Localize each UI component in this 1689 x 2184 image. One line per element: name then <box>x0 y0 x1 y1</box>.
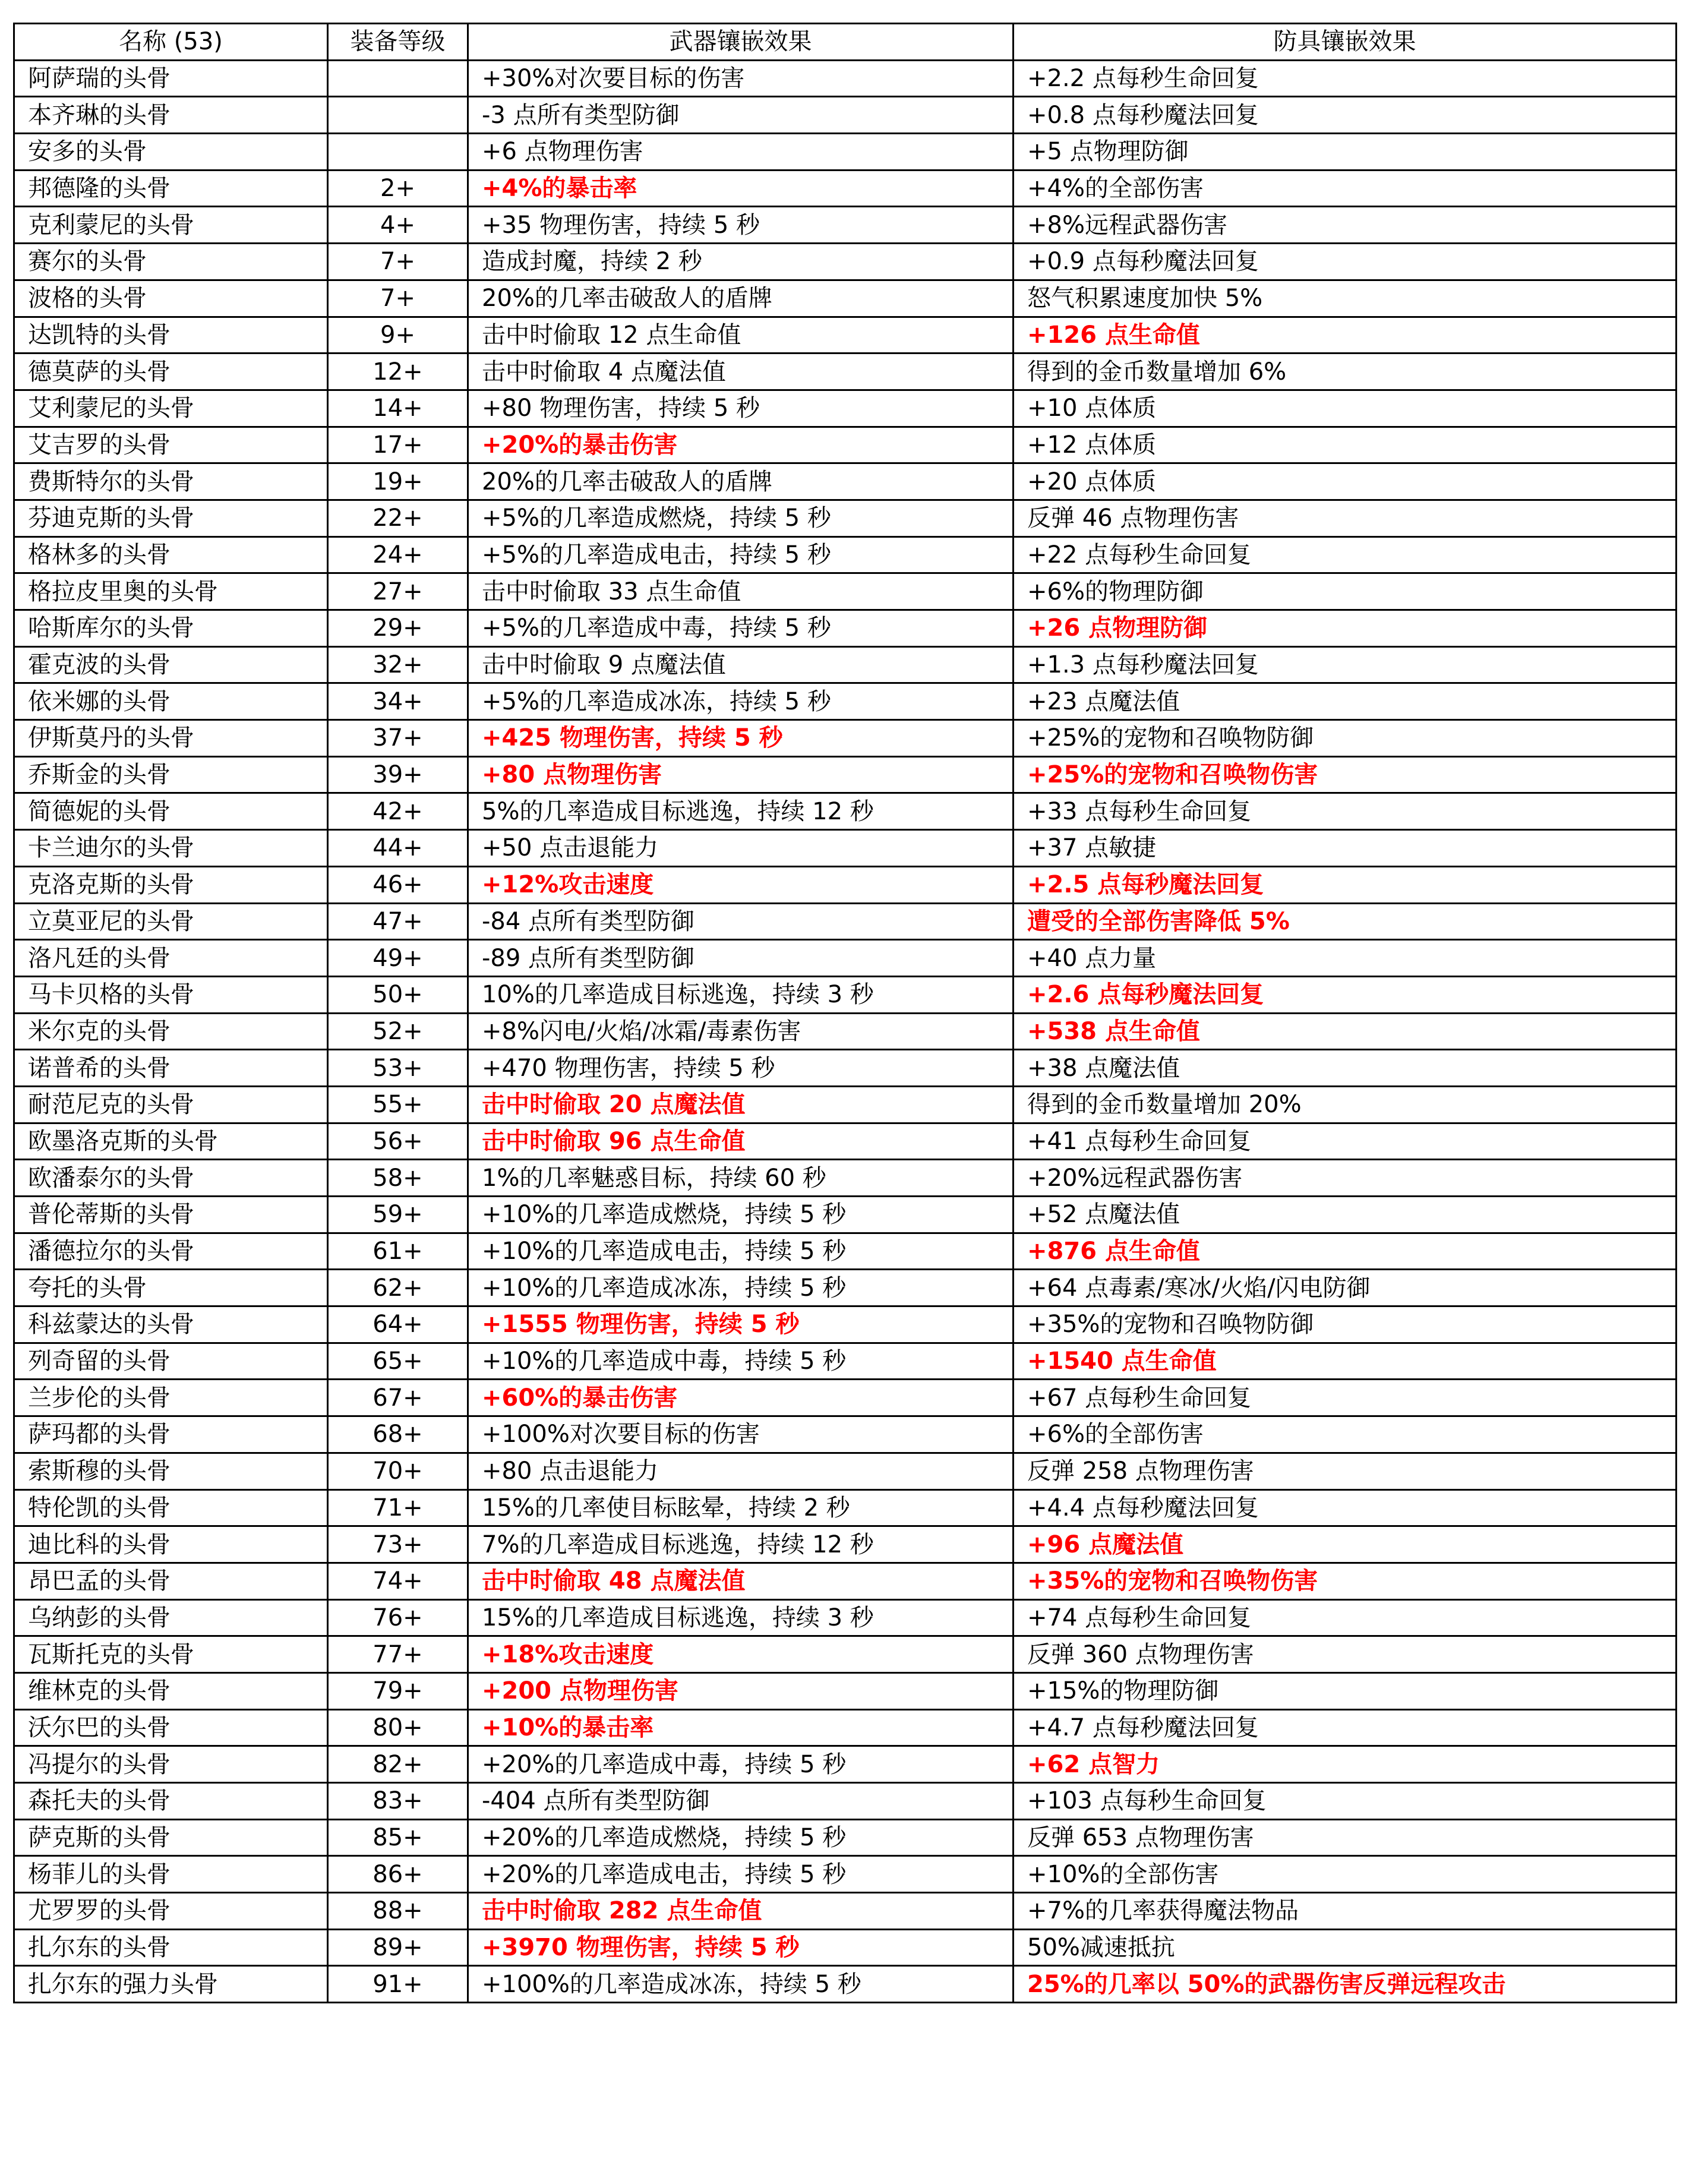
name-cell: 艾利蒙尼的头骨 <box>14 390 328 427</box>
weapon-effect-cell: 10%的几率造成目标逃逸，持续 3 秒 <box>468 976 1014 1013</box>
armor-effect-cell: +10%的全部伤害 <box>1014 1856 1677 1893</box>
table-row <box>14 1197 1677 1233</box>
weapon-effect-cell: +20%的几率造成电击，持续 5 秒 <box>468 1856 1014 1893</box>
weapon-effect-cell: 击中时偷取 9 点魔法值 <box>468 646 1014 683</box>
armor-effect-cell: +67 点每秒生命回复 <box>1014 1380 1677 1416</box>
weapon-effect-cell: 7%的几率造成目标逃逸，持续 12 秒 <box>468 1526 1014 1563</box>
weapon-effect-cell: 1%的几率魅惑目标，持续 60 秒 <box>468 1160 1014 1197</box>
table-row <box>14 1453 1677 1489</box>
weapon-effect-cell: +10%的暴击率 <box>468 1709 1014 1746</box>
weapon-effect-cell: +5%的几率造成冰冻，持续 5 秒 <box>468 683 1014 720</box>
table-row <box>14 1893 1677 1930</box>
table-row <box>14 1819 1677 1856</box>
name-cell: 潘德拉尔的头骨 <box>14 1233 328 1270</box>
weapon-effect-cell: +10%的几率造成中毒，持续 5 秒 <box>468 1343 1014 1380</box>
table-row <box>14 573 1677 610</box>
level-cell: 70+ <box>328 1453 468 1489</box>
armor-effect-cell: +25%的宠物和召唤物伤害 <box>1014 756 1677 793</box>
name-cell: 特伦凯的头骨 <box>14 1489 328 1526</box>
name-cell: 米尔克的头骨 <box>14 1013 328 1050</box>
name-cell: 杨菲儿的头骨 <box>14 1856 328 1893</box>
name-cell: 乌纳彭的头骨 <box>14 1599 328 1636</box>
table-row <box>14 1489 1677 1526</box>
name-cell: 霍克波的头骨 <box>14 646 328 683</box>
table-row <box>14 207 1677 244</box>
table-row <box>14 793 1677 830</box>
weapon-effect-cell: -3 点所有类型防御 <box>468 97 1014 134</box>
armor-effect-cell: +4.7 点每秒魔法回复 <box>1014 1709 1677 1746</box>
name-cell: 普伦蒂斯的头骨 <box>14 1197 328 1233</box>
table-row <box>14 1050 1677 1087</box>
level-cell: 58+ <box>328 1160 468 1197</box>
weapon-effect-cell: +10%的几率造成冰冻，持续 5 秒 <box>468 1270 1014 1306</box>
name-cell: 本齐琳的头骨 <box>14 97 328 134</box>
armor-effect-cell: 反弹 258 点物理伤害 <box>1014 1453 1677 1489</box>
level-cell: 61+ <box>328 1233 468 1270</box>
name-cell: 萨克斯的头骨 <box>14 1819 328 1856</box>
table-row <box>14 97 1677 134</box>
level-cell: 71+ <box>328 1489 468 1526</box>
armor-effect-cell: +8%远程武器伤害 <box>1014 207 1677 244</box>
table-row <box>14 903 1677 940</box>
weapon-effect-cell: +10%的几率造成燃烧，持续 5 秒 <box>468 1197 1014 1233</box>
weapon-effect-cell: +100%的几率造成冰冻，持续 5 秒 <box>468 1966 1014 2003</box>
armor-effect-cell: +40 点力量 <box>1014 940 1677 977</box>
weapon-effect-cell: +470 物理伤害，持续 5 秒 <box>468 1050 1014 1087</box>
weapon-effect-cell: +1555 物理伤害，持续 5 秒 <box>468 1306 1014 1343</box>
level-cell: 39+ <box>328 756 468 793</box>
table-row <box>14 1929 1677 1966</box>
armor-effect-cell: +538 点生命值 <box>1014 1013 1677 1050</box>
name-cell: 欧墨洛克斯的头骨 <box>14 1123 328 1160</box>
armor-effect-cell: +22 点每秒生命回复 <box>1014 536 1677 573</box>
armor-effect-cell: 反弹 46 点物理伤害 <box>1014 500 1677 536</box>
name-cell: 依米娜的头骨 <box>14 683 328 720</box>
table-row <box>14 683 1677 720</box>
armor-effect-cell: +74 点每秒生命回复 <box>1014 1599 1677 1636</box>
weapon-effect-cell: +5%的几率造成中毒，持续 5 秒 <box>468 610 1014 647</box>
table-row <box>14 536 1677 573</box>
name-cell: 阿萨瑞的头骨 <box>14 60 328 97</box>
table-row <box>14 1343 1677 1380</box>
weapon-effect-cell: +10%的几率造成电击，持续 5 秒 <box>468 1233 1014 1270</box>
armor-effect-cell: +6%的物理防御 <box>1014 573 1677 610</box>
name-cell: 瓦斯托克的头骨 <box>14 1636 328 1673</box>
weapon-effect-cell: +80 物理伤害，持续 5 秒 <box>468 390 1014 427</box>
level-cell: 77+ <box>328 1636 468 1673</box>
armor-effect-cell: +20 点体质 <box>1014 463 1677 500</box>
weapon-effect-cell: +20%的暴击伤害 <box>468 427 1014 463</box>
armor-effect-cell: 反弹 653 点物理伤害 <box>1014 1819 1677 1856</box>
level-cell: 89+ <box>328 1929 468 1966</box>
armor-effect-cell: +2.6 点每秒魔法回复 <box>1014 976 1677 1013</box>
level-cell: 73+ <box>328 1526 468 1563</box>
level-cell: 62+ <box>328 1270 468 1306</box>
weapon-effect-cell: 击中时偷取 33 点生命值 <box>468 573 1014 610</box>
weapon-effect-cell: +3970 物理伤害，持续 5 秒 <box>468 1929 1014 1966</box>
armor-effect-cell: +12 点体质 <box>1014 427 1677 463</box>
level-cell: 7+ <box>328 280 468 317</box>
level-cell: 46+ <box>328 866 468 903</box>
level-cell: 80+ <box>328 1709 468 1746</box>
armor-effect-cell: 怒气积累速度加快 5% <box>1014 280 1677 317</box>
header-weapon-effect: 武器镶嵌效果 <box>468 24 1014 61</box>
table-row <box>14 170 1677 207</box>
table-row <box>14 1526 1677 1563</box>
level-cell: 86+ <box>328 1856 468 1893</box>
armor-effect-cell: +876 点生命值 <box>1014 1233 1677 1270</box>
table-row <box>14 1636 1677 1673</box>
level-cell: 55+ <box>328 1086 468 1123</box>
table-row <box>14 756 1677 793</box>
table-row <box>14 1013 1677 1050</box>
level-cell: 7+ <box>328 244 468 280</box>
weapon-effect-cell: +100%对次要目标的伤害 <box>468 1416 1014 1453</box>
armor-effect-cell: +26 点物理防御 <box>1014 610 1677 647</box>
name-cell: 列奇留的头骨 <box>14 1343 328 1380</box>
name-cell: 德莫萨的头骨 <box>14 354 328 390</box>
table-row <box>14 427 1677 463</box>
level-cell <box>328 60 468 97</box>
level-cell: 44+ <box>328 830 468 867</box>
table-row <box>14 1783 1677 1820</box>
level-cell <box>328 134 468 171</box>
name-cell: 森托夫的头骨 <box>14 1783 328 1820</box>
armor-effect-cell: +96 点魔法值 <box>1014 1526 1677 1563</box>
level-cell: 68+ <box>328 1416 468 1453</box>
armor-effect-cell: +103 点每秒生命回复 <box>1014 1783 1677 1820</box>
weapon-effect-cell: +50 点击退能力 <box>468 830 1014 867</box>
table-row <box>14 134 1677 171</box>
table-row <box>14 976 1677 1013</box>
armor-effect-cell: +37 点敏捷 <box>1014 830 1677 867</box>
armor-effect-cell: +1540 点生命值 <box>1014 1343 1677 1380</box>
level-cell: 19+ <box>328 463 468 500</box>
level-cell: 64+ <box>328 1306 468 1343</box>
header-name: 名称 (53) <box>14 24 328 61</box>
weapon-effect-cell: -89 点所有类型防御 <box>468 940 1014 977</box>
level-cell: 12+ <box>328 354 468 390</box>
level-cell: 59+ <box>328 1197 468 1233</box>
level-cell: 85+ <box>328 1819 468 1856</box>
table-row <box>14 1306 1677 1343</box>
name-cell: 昂巴孟的头骨 <box>14 1563 328 1599</box>
name-cell: 沃尔巴的头骨 <box>14 1709 328 1746</box>
level-cell: 67+ <box>328 1380 468 1416</box>
table-row <box>14 1086 1677 1123</box>
armor-effect-cell: +41 点每秒生命回复 <box>1014 1123 1677 1160</box>
level-cell: 74+ <box>328 1563 468 1599</box>
name-cell: 夸托的头骨 <box>14 1270 328 1306</box>
name-cell: 达凯特的头骨 <box>14 317 328 354</box>
level-cell: 65+ <box>328 1343 468 1380</box>
weapon-effect-cell: +425 物理伤害，持续 5 秒 <box>468 720 1014 757</box>
name-cell: 格拉皮里奥的头骨 <box>14 573 328 610</box>
table-row <box>14 1599 1677 1636</box>
weapon-effect-cell: +80 点击退能力 <box>468 1453 1014 1489</box>
armor-effect-cell: 得到的金币数量增加 20% <box>1014 1086 1677 1123</box>
name-cell: 诺普希的头骨 <box>14 1050 328 1087</box>
table-row <box>14 244 1677 280</box>
name-cell: 马卡贝格的头骨 <box>14 976 328 1013</box>
table-row <box>14 1856 1677 1893</box>
name-cell: 欧潘泰尔的头骨 <box>14 1160 328 1197</box>
table-row <box>14 1416 1677 1453</box>
name-cell: 艾吉罗的头骨 <box>14 427 328 463</box>
armor-effect-cell: +20%远程武器伤害 <box>1014 1160 1677 1197</box>
table-row <box>14 720 1677 757</box>
armor-effect-cell: +6%的全部伤害 <box>1014 1416 1677 1453</box>
name-cell: 萨玛都的头骨 <box>14 1416 328 1453</box>
level-cell: 76+ <box>328 1599 468 1636</box>
table-row <box>14 280 1677 317</box>
armor-effect-cell: +7%的几率获得魔法物品 <box>1014 1893 1677 1930</box>
level-cell: 47+ <box>328 903 468 940</box>
level-cell: 88+ <box>328 1893 468 1930</box>
name-cell: 简德妮的头骨 <box>14 793 328 830</box>
level-cell: 4+ <box>328 207 468 244</box>
armor-effect-cell: +35%的宠物和召唤物防御 <box>1014 1306 1677 1343</box>
table-row <box>14 500 1677 536</box>
armor-effect-cell: +15%的物理防御 <box>1014 1672 1677 1709</box>
weapon-effect-cell: +5%的几率造成电击，持续 5 秒 <box>468 536 1014 573</box>
armor-effect-cell: +4.4 点每秒魔法回复 <box>1014 1489 1677 1526</box>
armor-effect-cell: +0.9 点每秒魔法回复 <box>1014 244 1677 280</box>
level-cell: 91+ <box>328 1966 468 2003</box>
weapon-effect-cell: +200 点物理伤害 <box>468 1672 1014 1709</box>
level-cell: 9+ <box>328 317 468 354</box>
weapon-effect-cell: +80 点物理伤害 <box>468 756 1014 793</box>
level-cell: 37+ <box>328 720 468 757</box>
name-cell: 耐范尼克的头骨 <box>14 1086 328 1123</box>
weapon-effect-cell: +35 物理伤害，持续 5 秒 <box>468 207 1014 244</box>
armor-effect-cell: 50%减速抵抗 <box>1014 1929 1677 1966</box>
header-armor-effect: 防具镶嵌效果 <box>1014 24 1677 61</box>
weapon-effect-cell: +8%闪电/火焰/冰霜/毒素伤害 <box>468 1013 1014 1050</box>
weapon-effect-cell: -404 点所有类型防御 <box>468 1783 1014 1820</box>
table-row <box>14 866 1677 903</box>
weapon-effect-cell: +30%对次要目标的伤害 <box>468 60 1014 97</box>
name-cell: 克洛克斯的头骨 <box>14 866 328 903</box>
weapon-effect-cell: 击中时偷取 4 点魔法值 <box>468 354 1014 390</box>
level-cell: 14+ <box>328 390 468 427</box>
weapon-effect-cell: +60%的暴击伤害 <box>468 1380 1014 1416</box>
table-row <box>14 1233 1677 1270</box>
name-cell: 卡兰迪尔的头骨 <box>14 830 328 867</box>
table-row <box>14 1123 1677 1160</box>
armor-effect-cell: +10 点体质 <box>1014 390 1677 427</box>
name-cell: 科兹蒙达的头骨 <box>14 1306 328 1343</box>
name-cell: 索斯穆的头骨 <box>14 1453 328 1489</box>
level-cell: 56+ <box>328 1123 468 1160</box>
armor-effect-cell: +38 点魔法值 <box>1014 1050 1677 1087</box>
weapon-effect-cell: +5%的几率造成燃烧，持续 5 秒 <box>468 500 1014 536</box>
name-cell: 冯提尔的头骨 <box>14 1746 328 1783</box>
name-cell: 兰步伦的头骨 <box>14 1380 328 1416</box>
name-cell: 迪比科的头骨 <box>14 1526 328 1563</box>
armor-effect-cell: +1.3 点每秒魔法回复 <box>1014 646 1677 683</box>
armor-effect-cell: 反弹 360 点物理伤害 <box>1014 1636 1677 1673</box>
armor-effect-cell: +2.5 点每秒魔法回复 <box>1014 866 1677 903</box>
armor-effect-cell: +126 点生命值 <box>1014 317 1677 354</box>
level-cell: 50+ <box>328 976 468 1013</box>
table-row <box>14 830 1677 867</box>
table-row <box>14 463 1677 500</box>
name-cell: 洛凡廷的头骨 <box>14 940 328 977</box>
table-row <box>14 1270 1677 1306</box>
table-row <box>14 60 1677 97</box>
table-row <box>14 940 1677 977</box>
weapon-effect-cell: 击中时偷取 96 点生命值 <box>468 1123 1014 1160</box>
weapon-effect-cell: +12%攻击速度 <box>468 866 1014 903</box>
armor-effect-cell: +25%的宠物和召唤物防御 <box>1014 720 1677 757</box>
weapon-effect-cell: 击中时偷取 20 点魔法值 <box>468 1086 1014 1123</box>
armor-effect-cell: +33 点每秒生命回复 <box>1014 793 1677 830</box>
name-cell: 伊斯莫丹的头骨 <box>14 720 328 757</box>
armor-effect-cell: +23 点魔法值 <box>1014 683 1677 720</box>
armor-effect-cell: +0.8 点每秒魔法回复 <box>1014 97 1677 134</box>
weapon-effect-cell: 击中时偷取 12 点生命值 <box>468 317 1014 354</box>
name-cell: 邦德隆的头骨 <box>14 170 328 207</box>
name-cell: 费斯特尔的头骨 <box>14 463 328 500</box>
armor-effect-cell: +52 点魔法值 <box>1014 1197 1677 1233</box>
level-cell: 82+ <box>328 1746 468 1783</box>
armor-effect-cell: +5 点物理防御 <box>1014 134 1677 171</box>
weapon-effect-cell: 击中时偷取 282 点生命值 <box>468 1893 1014 1930</box>
table-row <box>14 646 1677 683</box>
armor-effect-cell: +62 点智力 <box>1014 1746 1677 1783</box>
level-cell: 49+ <box>328 940 468 977</box>
header-level: 装备等级 <box>328 24 468 61</box>
armor-effect-cell: +64 点毒素/寒冰/火焰/闪电防御 <box>1014 1270 1677 1306</box>
level-cell: 79+ <box>328 1672 468 1709</box>
weapon-effect-cell: +18%攻击速度 <box>468 1636 1014 1673</box>
level-cell: 17+ <box>328 427 468 463</box>
level-cell: 2+ <box>328 170 468 207</box>
name-cell: 扎尔东的强力头骨 <box>14 1966 328 2003</box>
skull-gem-table <box>13 23 1677 2003</box>
name-cell: 格林多的头骨 <box>14 536 328 573</box>
table-row <box>14 1380 1677 1416</box>
level-cell: 83+ <box>328 1783 468 1820</box>
weapon-effect-cell: 击中时偷取 48 点魔法值 <box>468 1563 1014 1599</box>
level-cell <box>328 97 468 134</box>
level-cell: 32+ <box>328 646 468 683</box>
weapon-effect-cell: 造成封魔，持续 2 秒 <box>468 244 1014 280</box>
level-cell: 52+ <box>328 1013 468 1050</box>
weapon-effect-cell: 20%的几率击破敌人的盾牌 <box>468 280 1014 317</box>
weapon-effect-cell: 20%的几率击破敌人的盾牌 <box>468 463 1014 500</box>
table-row <box>14 610 1677 647</box>
table-row <box>14 390 1677 427</box>
level-cell: 22+ <box>328 500 468 536</box>
name-cell: 乔斯金的头骨 <box>14 756 328 793</box>
weapon-effect-cell: +20%的几率造成燃烧，持续 5 秒 <box>468 1819 1014 1856</box>
weapon-effect-cell: 15%的几率造成目标逃逸，持续 3 秒 <box>468 1599 1014 1636</box>
name-cell: 克利蒙尼的头骨 <box>14 207 328 244</box>
name-cell: 维林克的头骨 <box>14 1672 328 1709</box>
level-cell: 24+ <box>328 536 468 573</box>
name-cell: 哈斯库尔的头骨 <box>14 610 328 647</box>
armor-effect-cell: 遭受的全部伤害降低 5% <box>1014 903 1677 940</box>
name-cell: 尤罗罗的头骨 <box>14 1893 328 1930</box>
weapon-effect-cell: +6 点物理伤害 <box>468 134 1014 171</box>
table-row <box>14 1672 1677 1709</box>
name-cell: 安多的头骨 <box>14 134 328 171</box>
table-row <box>14 1160 1677 1197</box>
weapon-effect-cell: +20%的几率造成中毒，持续 5 秒 <box>468 1746 1014 1783</box>
level-cell: 34+ <box>328 683 468 720</box>
armor-effect-cell: +2.2 点每秒生命回复 <box>1014 60 1677 97</box>
name-cell: 波格的头骨 <box>14 280 328 317</box>
table-row <box>14 354 1677 390</box>
table-row <box>14 1563 1677 1599</box>
armor-effect-cell: +4%的全部伤害 <box>1014 170 1677 207</box>
weapon-effect-cell: -84 点所有类型防御 <box>468 903 1014 940</box>
weapon-effect-cell: 5%的几率造成目标逃逸，持续 12 秒 <box>468 793 1014 830</box>
armor-effect-cell: +35%的宠物和召唤物伤害 <box>1014 1563 1677 1599</box>
armor-effect-cell: 得到的金币数量增加 6% <box>1014 354 1677 390</box>
table-row <box>14 1709 1677 1746</box>
level-cell: 53+ <box>328 1050 468 1087</box>
armor-effect-cell: 25%的几率以 50%的武器伤害反弹远程攻击 <box>1014 1966 1677 2003</box>
level-cell: 27+ <box>328 573 468 610</box>
header-row <box>14 24 1677 61</box>
name-cell: 赛尔的头骨 <box>14 244 328 280</box>
table-row <box>14 317 1677 354</box>
level-cell: 42+ <box>328 793 468 830</box>
table-row <box>14 1746 1677 1783</box>
weapon-effect-cell: +4%的暴击率 <box>468 170 1014 207</box>
name-cell: 芬迪克斯的头骨 <box>14 500 328 536</box>
name-cell: 扎尔东的头骨 <box>14 1929 328 1966</box>
name-cell: 立莫亚尼的头骨 <box>14 903 328 940</box>
weapon-effect-cell: 15%的几率使目标眩晕，持续 2 秒 <box>468 1489 1014 1526</box>
table-row <box>14 1966 1677 2003</box>
level-cell: 29+ <box>328 610 468 647</box>
